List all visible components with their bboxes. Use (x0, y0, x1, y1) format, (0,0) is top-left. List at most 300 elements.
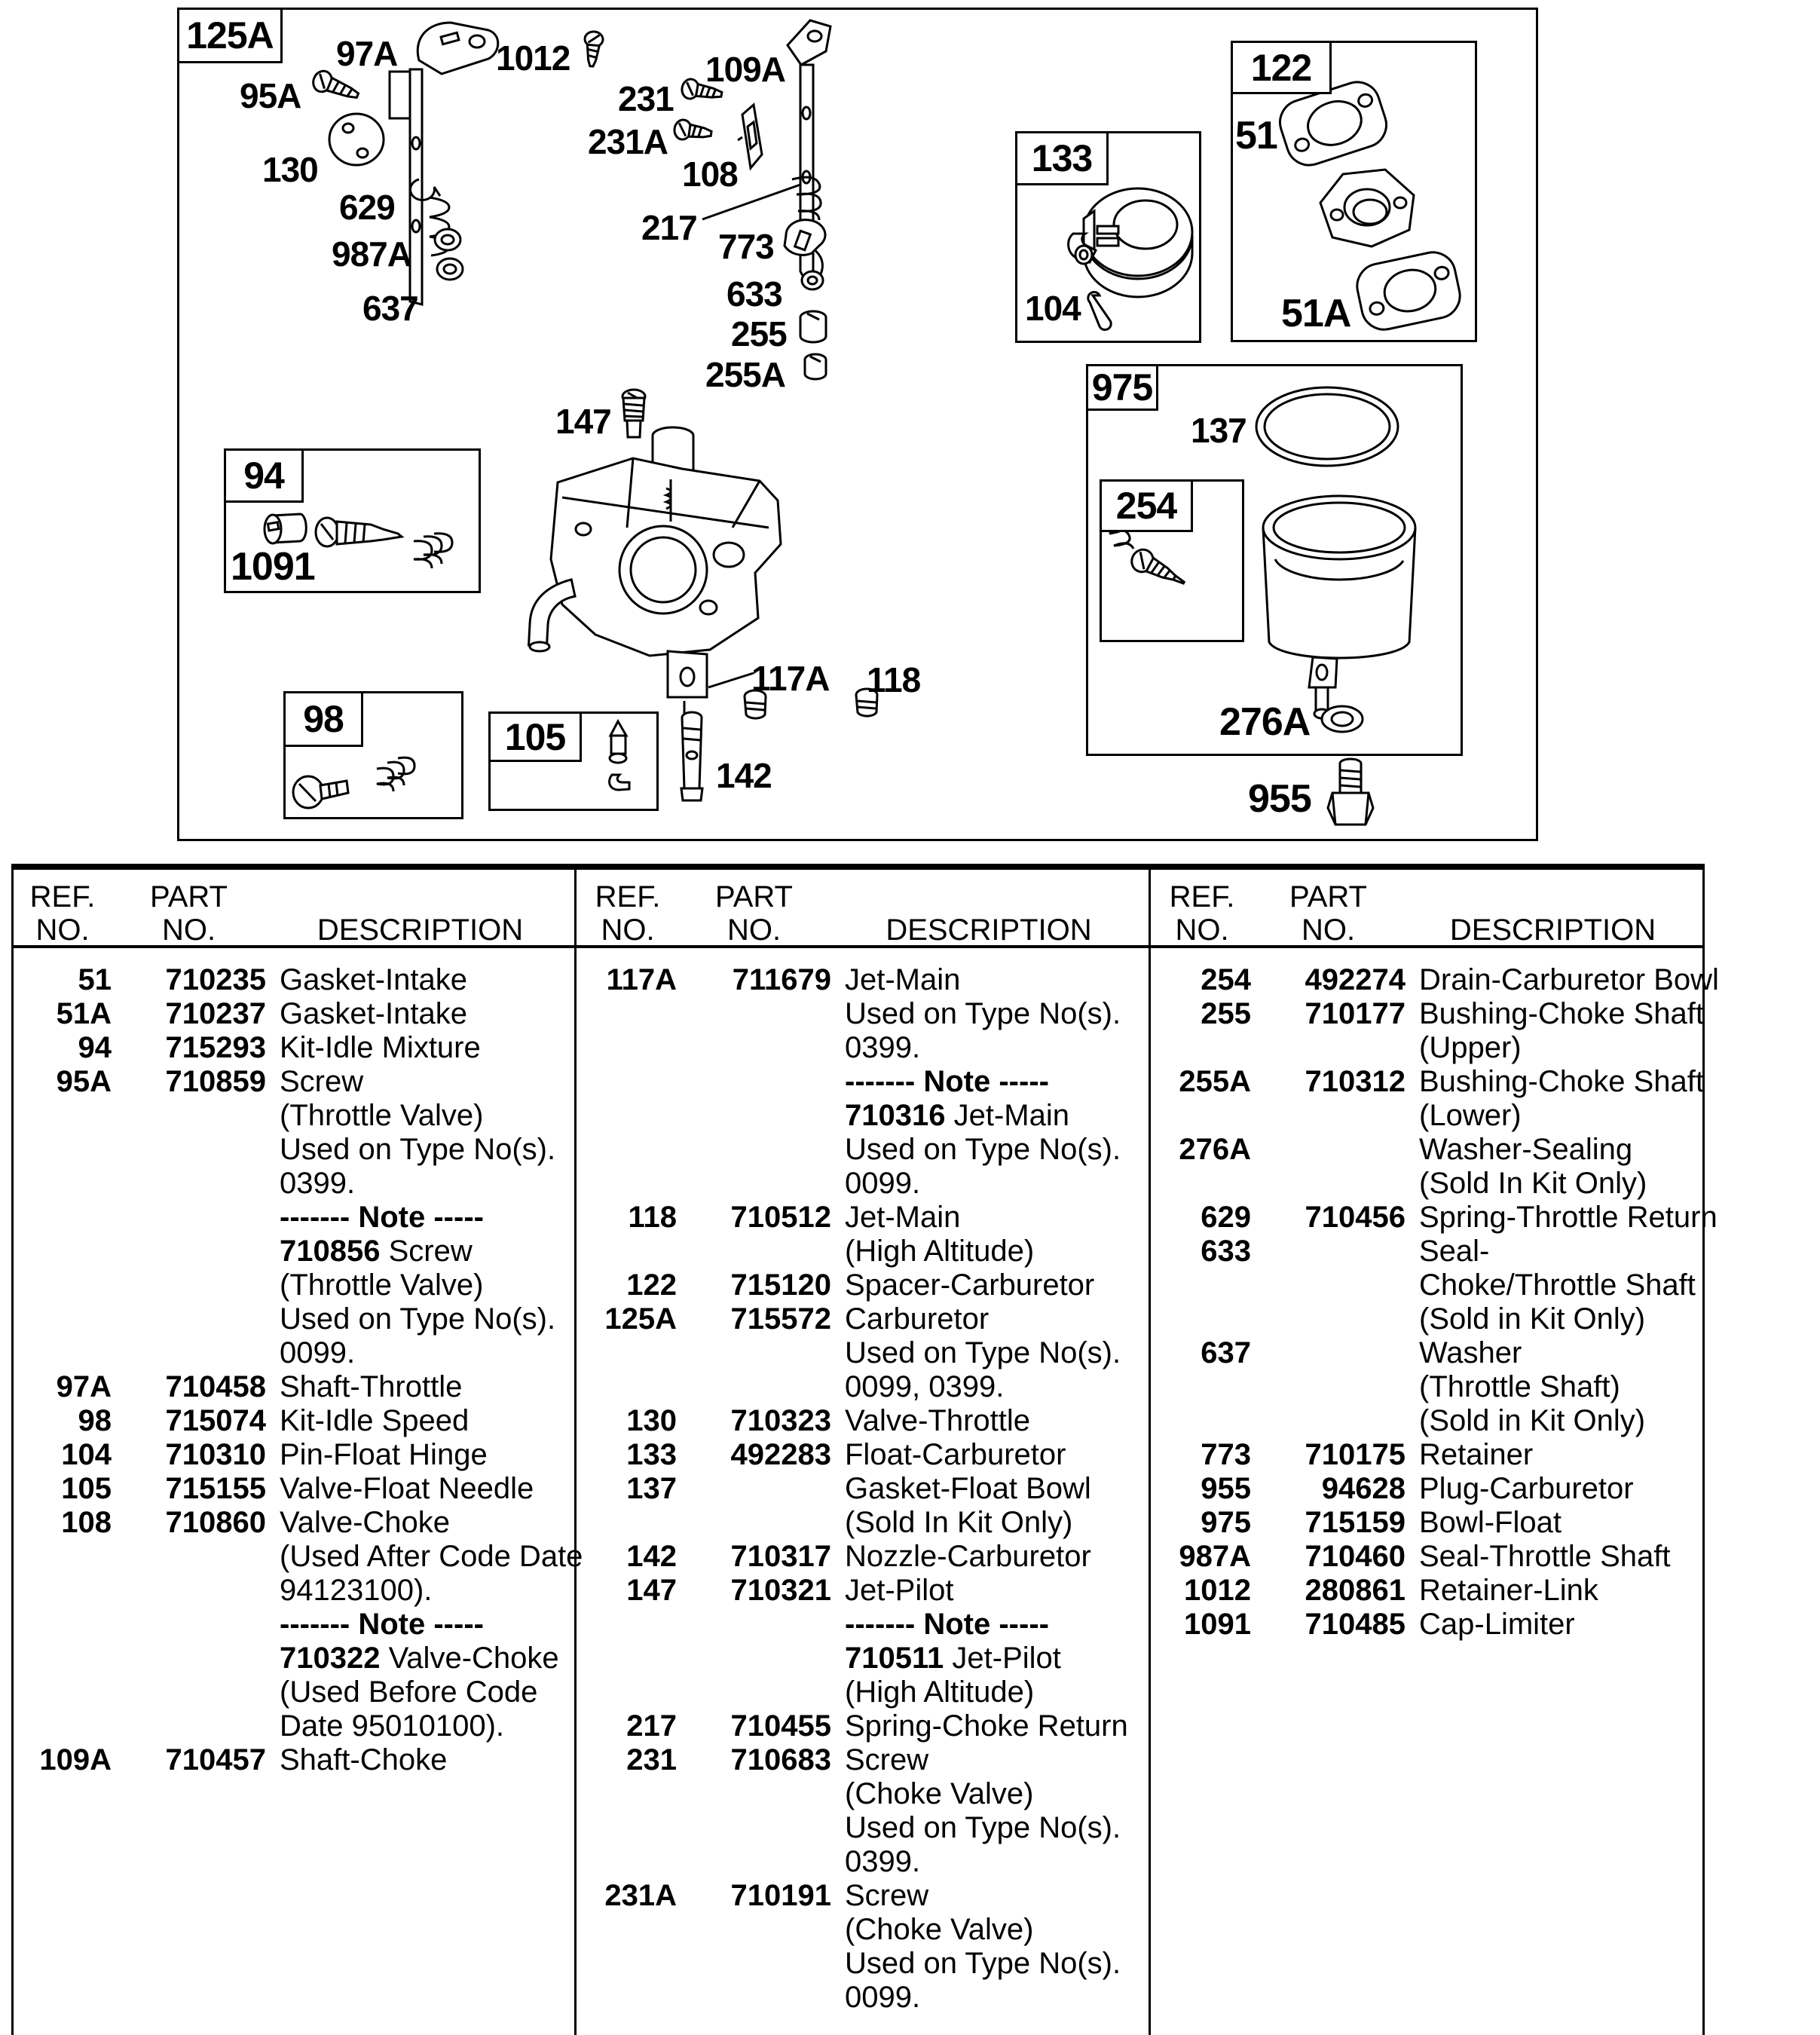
tab-133-label: 133 (1031, 137, 1093, 179)
table-row (579, 997, 1146, 1031)
description-cell: Valve-Choke (280, 1506, 451, 1539)
description-cell: (Sold in Kit Only) (1419, 1404, 1646, 1437)
part-no-cell: 492283 (730, 1438, 831, 1471)
part-no-cell: 715074 (165, 1404, 266, 1437)
callout-633: 633 (726, 274, 782, 314)
table-row (579, 963, 1146, 997)
callout-629: 629 (339, 188, 395, 227)
ref-no-cell: 130 (626, 1404, 677, 1437)
callout-637: 637 (362, 289, 418, 328)
table-row (14, 1133, 574, 1167)
table-row (14, 1675, 574, 1709)
retainer-link-icon (583, 31, 604, 67)
table-row (1153, 1302, 1700, 1336)
table-row (579, 1506, 1146, 1540)
description-cell: 94123100). (280, 1574, 433, 1607)
description-cell: Used on Type No(s). (280, 1302, 556, 1336)
table-row (14, 1506, 574, 1540)
description-cell: Screw (280, 1065, 364, 1098)
part-no-cell: 280861 (1305, 1574, 1406, 1607)
description-cell: (Upper) (1419, 1031, 1522, 1064)
float-hinge-pin-icon (1088, 292, 1111, 329)
description-cell: Spring-Choke Return (845, 1709, 1128, 1743)
ref-no-cell: 987A (1179, 1540, 1251, 1573)
ref-no-cell: 773 (1201, 1438, 1251, 1471)
description-cell: Used on Type No(s). (280, 1133, 556, 1166)
table-row (579, 1438, 1146, 1472)
callout-231: 231 (618, 79, 674, 118)
description-cell: Screw (845, 1743, 929, 1776)
description-cell: Retainer (1419, 1438, 1534, 1471)
part-no-cell: 710485 (1305, 1608, 1406, 1641)
description-cell: 710856 Screw (280, 1235, 473, 1268)
table-row (579, 1574, 1146, 1608)
table-row (579, 1133, 1146, 1167)
part-no-cell: 715572 (730, 1302, 831, 1336)
bushing-lower-icon (805, 354, 826, 379)
table-row (1153, 1472, 1700, 1506)
ref-no-cell: 94 (78, 1031, 112, 1064)
part-no-cell: 710310 (165, 1438, 266, 1471)
tab-254-label: 254 (1115, 485, 1177, 527)
table-row (14, 1099, 574, 1133)
callout-142: 142 (716, 756, 772, 795)
description-cell: Valve-Throttle (845, 1404, 1031, 1437)
callout-987A: 987A (332, 234, 411, 274)
idle-speed-kit-icon (293, 757, 414, 808)
part-no-cell: 710458 (165, 1370, 266, 1403)
tab-98-label: 98 (303, 698, 344, 740)
table-row (14, 1608, 574, 1642)
table-top-border (11, 864, 1705, 870)
description-cell: Gasket-Intake (280, 997, 468, 1030)
table-row (1153, 1336, 1700, 1370)
ref-no-cell: 1012 (1184, 1574, 1251, 1607)
table-row (579, 1336, 1146, 1370)
callout-255: 255 (731, 314, 787, 353)
ref-no-cell: 137 (626, 1472, 677, 1505)
description-cell: (Throttle Valve) (280, 1099, 484, 1132)
description-cell: Bushing-Choke Shaft (1419, 1065, 1705, 1098)
table-divider-2 (1149, 864, 1151, 2035)
bushing-upper-icon (800, 311, 826, 342)
description-cell: Used on Type No(s). (845, 1336, 1121, 1369)
table-row (579, 1031, 1146, 1065)
ref-no-cell: 108 (61, 1506, 112, 1539)
part-no-cell: 710455 (730, 1709, 831, 1743)
carburetor-plug-icon (1328, 759, 1373, 825)
ref-no-cell: 98 (78, 1404, 112, 1437)
ref-no-cell: 255A (1179, 1065, 1251, 1098)
nozzle-icon (681, 712, 702, 800)
callout-276A: 276A (1219, 700, 1311, 744)
description-cell: (Sold In Kit Only) (845, 1506, 1073, 1539)
table-row (579, 1777, 1146, 1811)
description-cell: (Lower) (1419, 1099, 1522, 1132)
part-no-cell: 710860 (165, 1506, 266, 1539)
spacer-icon (1320, 170, 1414, 246)
float-bowl-gasket-icon (1256, 387, 1398, 466)
table-row (579, 1811, 1146, 1845)
gasket-51A-icon (1353, 248, 1464, 334)
description-cell: 0099, 0399. (845, 1370, 1005, 1403)
table-row (1153, 1540, 1700, 1574)
table-row (579, 1370, 1146, 1404)
table-header-group-1 (14, 880, 574, 947)
table-row (1153, 1133, 1700, 1167)
table-row (1153, 1065, 1705, 1099)
table-row (14, 1404, 574, 1438)
ref-no-cell: 125A (604, 1302, 677, 1336)
table-row (1153, 1574, 1700, 1608)
description-cell: (High Altitude) (845, 1675, 1035, 1709)
callout-104: 104 (1025, 289, 1081, 328)
tab-122-label: 122 (1250, 46, 1312, 89)
table-row (14, 1709, 574, 1743)
callout-773: 773 (718, 227, 774, 266)
description-cell: (Throttle Shaft) (1419, 1370, 1620, 1403)
callout-95A: 95A (240, 76, 301, 115)
choke-valve-plate-icon (738, 105, 762, 168)
table-row (14, 1472, 574, 1506)
ref-no-cell: 109A (39, 1743, 112, 1776)
table-row (1153, 1370, 1700, 1404)
part-no-cell: 710235 (165, 963, 266, 996)
part-no-header: PART NO. (150, 880, 228, 947)
ref-no-header: REF. NO. (1169, 880, 1235, 947)
table-row (14, 1201, 574, 1235)
ref-no-cell: 147 (626, 1574, 677, 1607)
description-cell: Bushing-Choke Shaft (1419, 997, 1705, 1030)
table-row (579, 1879, 1146, 1913)
choke-throttle-seal-icon (802, 271, 823, 289)
table-row (579, 1743, 1146, 1777)
throttle-valve-disc-icon (329, 114, 384, 165)
callout-109A: 109A (705, 50, 785, 89)
ref-no-header: REF. NO. (29, 880, 96, 947)
table-right-border (1702, 864, 1705, 2035)
ref-no-cell: 142 (626, 1540, 677, 1573)
callout-1012: 1012 (496, 38, 570, 78)
description-cell: Spacer-Carburetor (845, 1268, 1095, 1302)
table-row (579, 1845, 1146, 1879)
float-icon (1069, 188, 1192, 297)
ref-no-cell: 51 (78, 963, 112, 996)
description-cell: ------- Note ----- (845, 1065, 1049, 1098)
description-cell: Date 95010100). (280, 1709, 505, 1743)
part-no-cell: 710859 (165, 1065, 266, 1098)
table-row (579, 1235, 1146, 1268)
part-no-cell: 710321 (730, 1574, 831, 1607)
float-needle-kit-icon (610, 721, 629, 790)
description-cell: ------- Note ----- (280, 1608, 484, 1641)
tab-254 (1102, 482, 1193, 532)
ref-no-cell: 97A (56, 1370, 112, 1403)
table-row (1153, 1167, 1700, 1201)
part-no-cell: 710317 (730, 1540, 831, 1573)
description-cell: Drain-Carburetor Bowl (1419, 963, 1719, 996)
callout-147: 147 (555, 402, 611, 441)
table-row (14, 1574, 574, 1608)
table-row (579, 1947, 1146, 1981)
description-cell: Washer-Sealing (1419, 1133, 1633, 1166)
carburetor-body-icon (529, 427, 781, 715)
part-no-cell: 715159 (1305, 1506, 1406, 1539)
part-no-cell: 715120 (730, 1268, 831, 1302)
callout-255A: 255A (705, 355, 785, 394)
ref-no-cell: 118 (628, 1201, 677, 1234)
ref-no-cell: 122 (626, 1268, 677, 1302)
table-header-group-3 (1153, 880, 1700, 947)
description-cell: Pin-Float Hinge (280, 1438, 488, 1471)
table-row (14, 1370, 574, 1404)
part-no-cell: 710177 (1305, 997, 1406, 1030)
table-row (579, 1201, 1146, 1235)
description-cell: 0099. (845, 1981, 921, 2014)
description-cell: Jet-Pilot (845, 1574, 954, 1607)
description-cell: Plug-Carburetor (1419, 1472, 1634, 1505)
choke-valve-screw-231A-icon (673, 119, 712, 144)
description-cell: Seal-Throttle Shaft (1419, 1540, 1671, 1573)
description-cell: (Sold in Kit Only) (1419, 1302, 1646, 1336)
description-cell: Gasket-Intake (280, 963, 468, 996)
description-cell: Bowl-Float (1419, 1506, 1562, 1539)
ref-no-cell: 217 (626, 1709, 677, 1743)
description-cell: 0399. (845, 1031, 921, 1064)
ref-no-cell: 633 (1201, 1235, 1251, 1268)
description-cell: Used on Type No(s). (845, 1133, 1121, 1166)
part-no-cell: 710323 (730, 1404, 831, 1437)
tab-98 (286, 693, 363, 747)
callout-97A: 97A (336, 34, 398, 73)
table-row (579, 1472, 1146, 1506)
part-no-cell: 710191 (730, 1879, 831, 1912)
part-no-cell: 710683 (730, 1743, 831, 1776)
table-row (579, 1302, 1146, 1336)
callout-217: 217 (641, 208, 697, 247)
description-cell: Used on Type No(s). (845, 997, 1121, 1030)
description-cell: Retainer-Link (1419, 1574, 1598, 1607)
description-cell: Spring-Throttle Return (1419, 1201, 1718, 1234)
table-row (579, 1065, 1146, 1099)
description-cell: Shaft-Throttle (280, 1370, 463, 1403)
ref-no-cell: 231A (604, 1879, 677, 1912)
table-row (1153, 963, 1719, 997)
retainer-icon (785, 220, 825, 256)
ref-no-cell: 117A (606, 963, 677, 996)
description-cell: (Sold In Kit Only) (1419, 1167, 1647, 1200)
table-row (579, 1099, 1146, 1133)
description-cell: (Used After Code Date (280, 1540, 583, 1573)
part-no-cell: 710237 (165, 997, 266, 1030)
callout-51: 51 (1235, 114, 1277, 158)
description-cell: Screw (845, 1879, 929, 1912)
description-cell: Used on Type No(s). (845, 1947, 1121, 1980)
tab-975-label: 975 (1091, 366, 1153, 409)
description-cell: (High Altitude) (845, 1235, 1035, 1268)
table-row (579, 1642, 1146, 1675)
table-row (14, 1235, 574, 1268)
table-row (579, 1709, 1146, 1743)
parts-table-column-2 (579, 963, 1146, 2015)
sealing-washer-icon (1322, 706, 1363, 732)
table-row (1153, 1438, 1700, 1472)
table-row (579, 1167, 1146, 1201)
description-cell: Nozzle-Carburetor (845, 1540, 1091, 1573)
ref-no-cell: 231 (626, 1743, 677, 1776)
part-no-cell: 710460 (1305, 1540, 1406, 1573)
part-no-header: PART NO. (715, 880, 793, 947)
table-row (14, 963, 574, 997)
callout-1091: 1091 (231, 545, 315, 589)
description-cell: 0099. (845, 1167, 921, 1200)
part-no-cell: 710175 (1305, 1438, 1406, 1471)
description-cell: (Choke Valve) (845, 1913, 1034, 1946)
table-row (579, 1913, 1146, 1947)
part-no-cell: 710312 (1305, 1065, 1406, 1098)
table-row (1153, 1506, 1700, 1540)
description-cell: Washer (1419, 1336, 1522, 1369)
tab-133 (1017, 133, 1109, 185)
table-row (1153, 997, 1705, 1031)
table-row (579, 1540, 1146, 1574)
callout-51A: 51A (1281, 292, 1351, 335)
description-cell: Kit-Idle Mixture (280, 1031, 481, 1064)
description-cell: Kit-Idle Speed (280, 1404, 470, 1437)
part-no-cell: 715155 (165, 1472, 266, 1505)
table-row (14, 1438, 574, 1472)
tab-125A (179, 10, 283, 63)
table-divider-1 (574, 864, 577, 2035)
table-row (579, 1675, 1146, 1709)
part-no-header: PART NO. (1289, 880, 1367, 947)
ref-no-cell: 1091 (1184, 1608, 1251, 1641)
part-no-cell: 94628 (1321, 1472, 1406, 1505)
ref-no-cell: 975 (1201, 1506, 1251, 1539)
ref-no-cell: 51A (56, 997, 112, 1030)
table-row (1153, 1235, 1700, 1268)
description-cell: Gasket-Float Bowl (845, 1472, 1091, 1505)
description-cell: ------- Note ----- (280, 1201, 484, 1234)
description-cell: Choke/Throttle Shaft (1419, 1268, 1696, 1302)
parts-table-column-3 (1153, 963, 1719, 1642)
ref-no-cell: 629 (1201, 1201, 1251, 1234)
table-row (14, 1336, 574, 1370)
table-row (579, 1608, 1146, 1642)
part-no-cell: 715293 (165, 1031, 266, 1064)
part-no-cell: 492274 (1305, 963, 1406, 996)
description-cell: Used on Type No(s). (845, 1811, 1121, 1844)
ref-no-cell: 133 (626, 1438, 677, 1471)
part-no-cell: 710456 (1305, 1201, 1406, 1234)
description-cell: Cap-Limiter (1419, 1608, 1575, 1641)
tab-94-label: 94 (243, 454, 284, 497)
description-cell: 0099. (280, 1336, 356, 1369)
part-no-cell: 710512 (730, 1201, 831, 1234)
table-row (579, 1268, 1146, 1302)
table-row (14, 1031, 574, 1065)
description-header: DESCRIPTION (886, 913, 1092, 947)
parts-table-column-1 (14, 963, 583, 1777)
ref-no-header: REF. NO. (595, 880, 661, 947)
description-header: DESCRIPTION (317, 913, 524, 947)
description-cell: (Throttle Valve) (280, 1268, 484, 1302)
description-cell: Jet-Main (845, 1201, 961, 1234)
description-cell: 0399. (280, 1167, 356, 1200)
table-row (579, 1981, 1146, 2015)
tab-975 (1088, 366, 1158, 411)
tab-105 (491, 714, 582, 762)
callout-955: 955 (1248, 777, 1311, 821)
ref-no-cell: 276A (1179, 1133, 1251, 1166)
ref-no-cell: 95A (56, 1065, 112, 1098)
pilot-jet-icon (622, 390, 645, 437)
description-cell: (Choke Valve) (845, 1777, 1034, 1810)
ref-no-cell: 104 (61, 1438, 112, 1471)
table-row (1153, 1201, 1718, 1235)
exploded-view-art (0, 0, 1820, 867)
description-cell: Jet-Main (845, 963, 961, 996)
table-row (14, 1540, 583, 1574)
table-header-group-2 (579, 880, 1146, 947)
table-row (1153, 1031, 1700, 1065)
float-bowl-icon (1263, 496, 1415, 718)
part-no-cell: 711679 (732, 963, 831, 996)
description-cell: (Used Before Code (280, 1675, 538, 1709)
description-cell: Shaft-Choke (280, 1743, 448, 1776)
table-row (14, 997, 574, 1031)
tab-105-label: 105 (504, 715, 566, 758)
ref-no-cell: 255 (1201, 997, 1251, 1030)
ref-no-cell: 955 (1201, 1472, 1251, 1505)
description-cell: 710322 Valve-Choke (280, 1642, 559, 1675)
table-row (1153, 1404, 1700, 1438)
description-cell: Float-Carburetor (845, 1438, 1066, 1471)
description-cell: Valve-Float Needle (280, 1472, 534, 1505)
description-cell: ------- Note ----- (845, 1608, 1049, 1641)
table-row (14, 1268, 574, 1302)
description-cell: Seal- (1419, 1235, 1490, 1268)
table-row (14, 1065, 574, 1099)
table-row (14, 1743, 574, 1777)
callout-137: 137 (1191, 411, 1246, 450)
table-row (1153, 1268, 1700, 1302)
description-cell: Carburetor (845, 1302, 990, 1336)
table-row (579, 1404, 1146, 1438)
callout-231A: 231A (588, 122, 668, 161)
tab-122 (1233, 43, 1332, 94)
description-header: DESCRIPTION (1449, 913, 1656, 947)
tab-94 (226, 451, 304, 503)
table-row (14, 1167, 574, 1201)
callout-130: 130 (262, 150, 318, 189)
callout-117A: 117A (751, 659, 830, 698)
callout-118: 118 (867, 660, 921, 699)
ref-no-cell: 254 (1201, 963, 1251, 996)
table-row (1153, 1608, 1700, 1642)
table-row (14, 1302, 574, 1336)
ref-no-cell: 637 (1201, 1336, 1251, 1369)
description-cell: 0399. (845, 1845, 921, 1878)
callout-108: 108 (682, 155, 738, 194)
ref-no-cell: 105 (61, 1472, 112, 1505)
table-row (14, 1642, 574, 1675)
description-cell: 710316 Jet-Main (845, 1099, 1069, 1132)
tab-125A-label: 125A (186, 14, 274, 57)
part-no-cell: 710457 (165, 1743, 266, 1776)
table-row (1153, 1099, 1700, 1133)
description-cell: 710511 Jet-Pilot (845, 1642, 1061, 1675)
